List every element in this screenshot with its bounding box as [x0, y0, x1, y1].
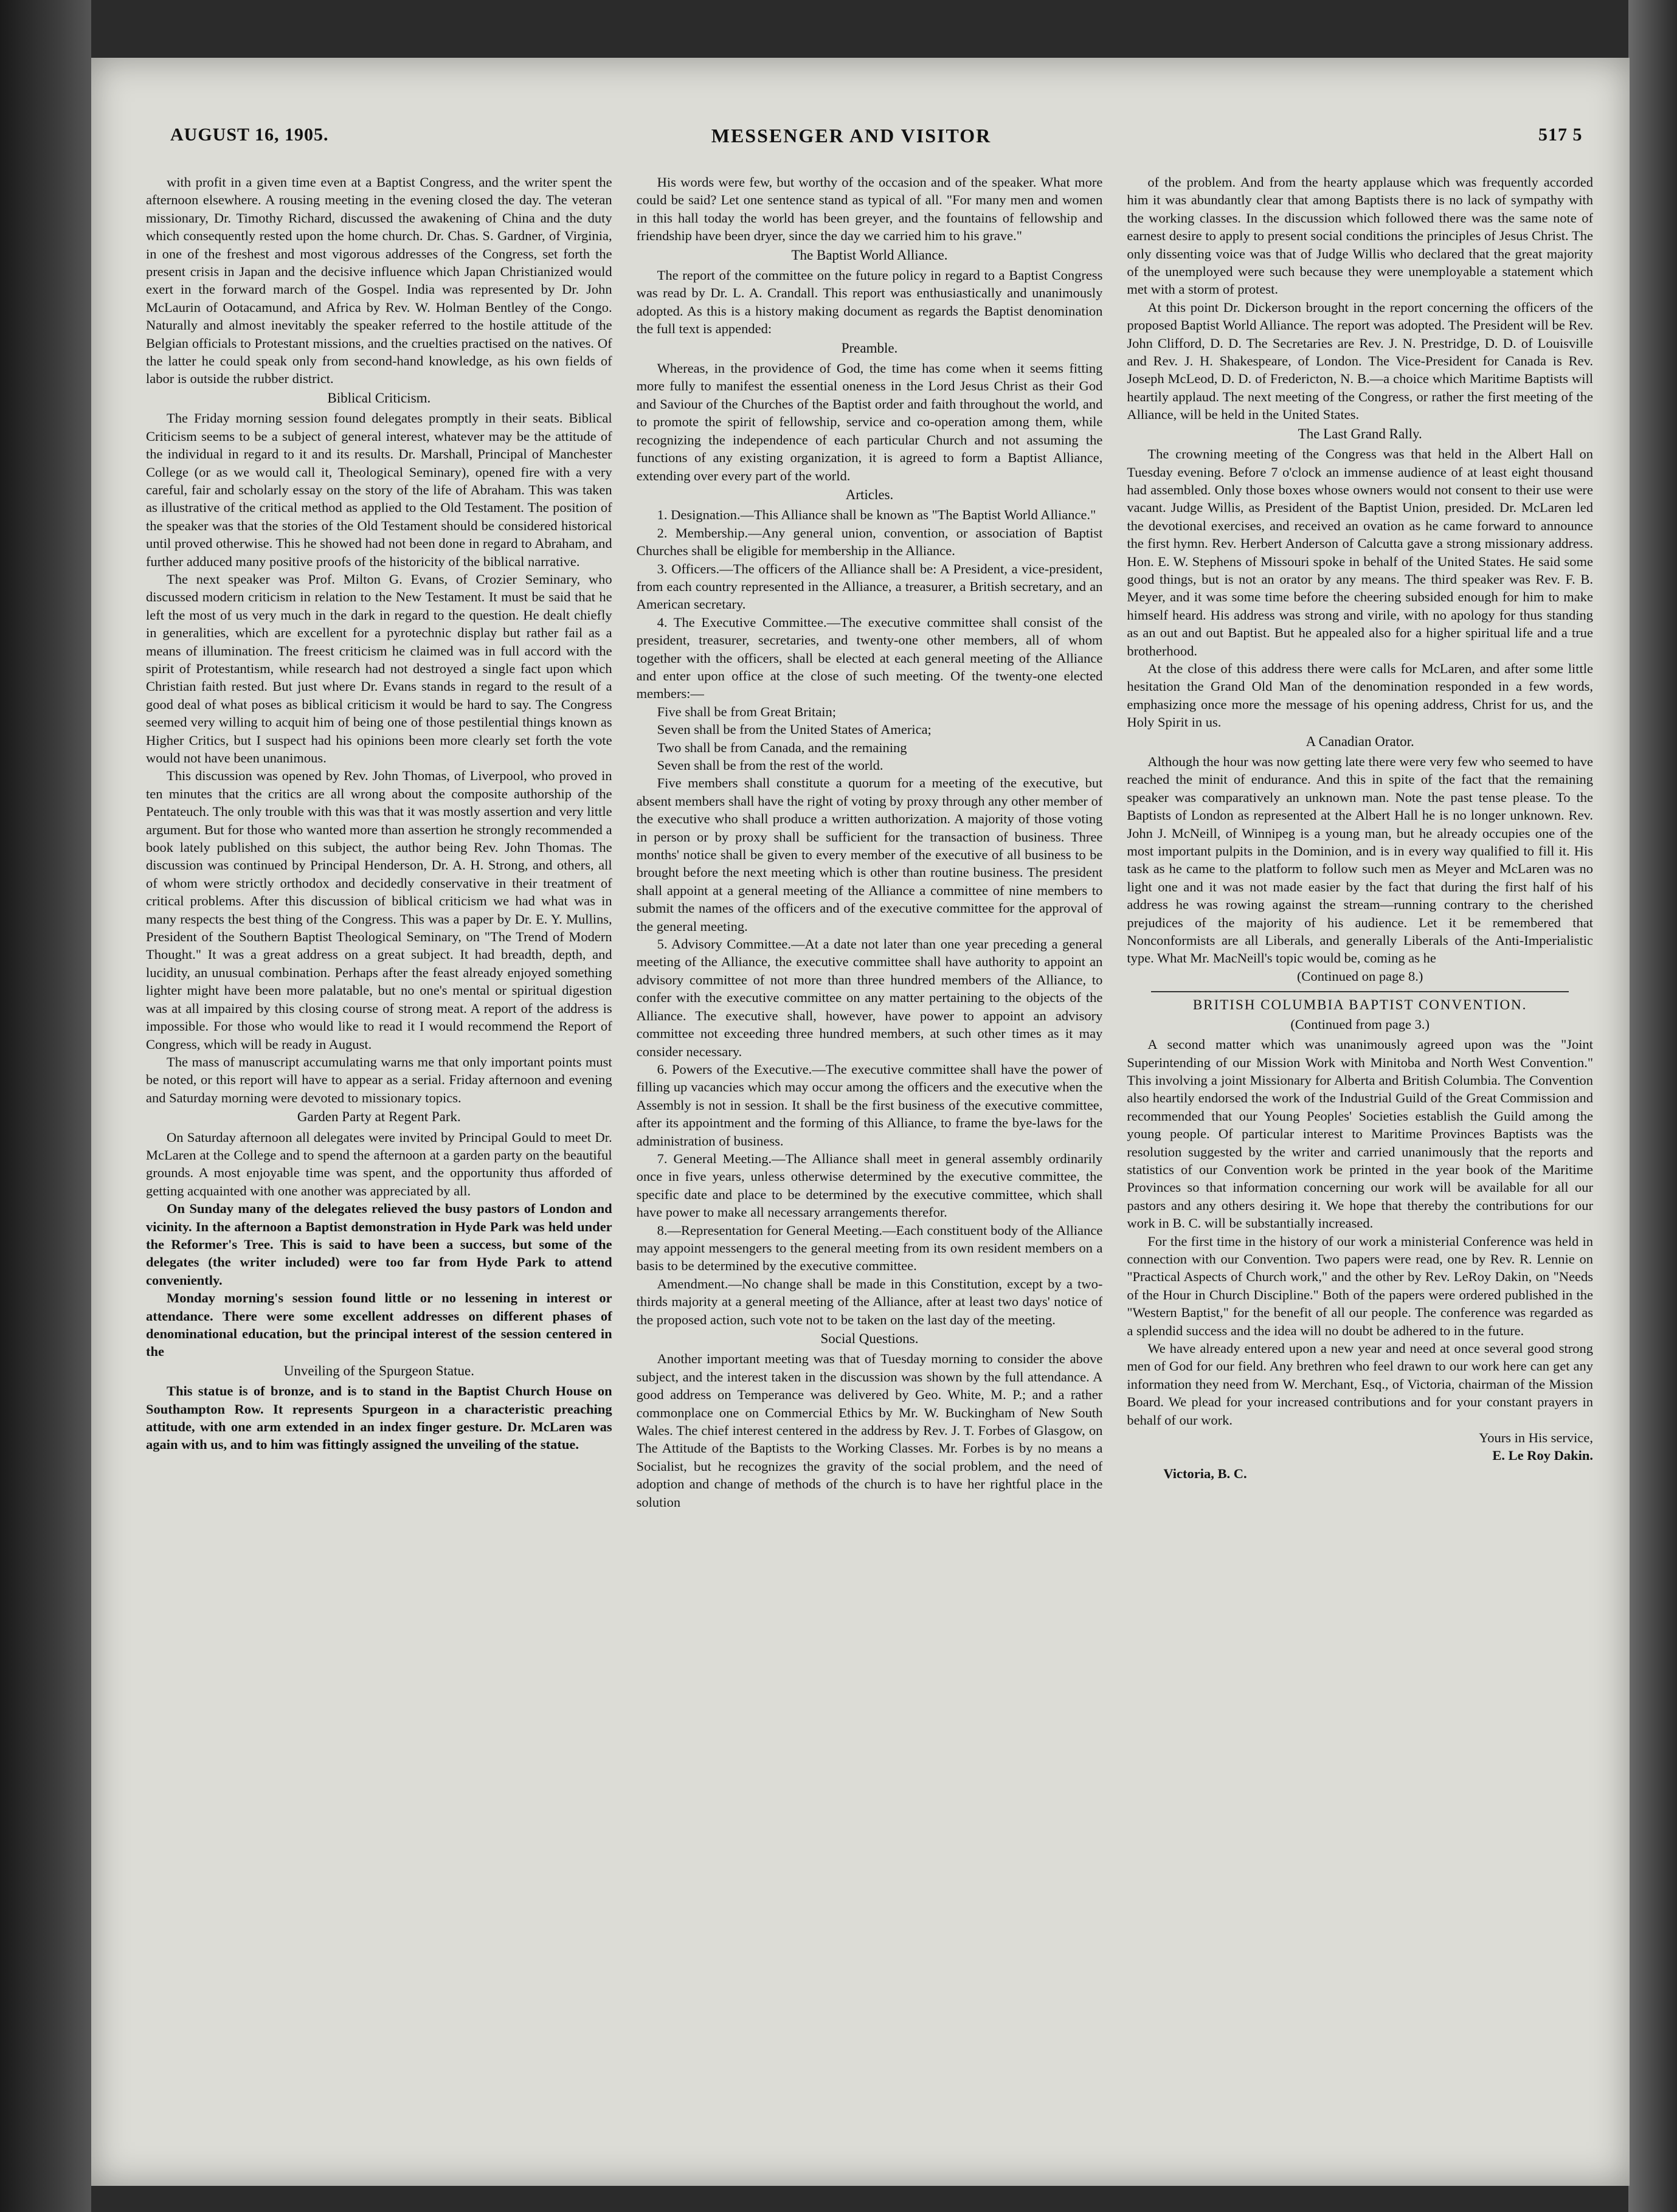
- section-heading: Garden Party at Regent Park.: [297, 1109, 461, 1125]
- article-title: BRITISH COLUMBIA BAPTIST CONVENTION.: [1192, 997, 1527, 1013]
- paragraph: Monday morning's session found little or no lessening in interest or attendance. There were some excellent addresses on different phases of denominational education, but the principal interest of the session centered in the: [146, 1290, 612, 1360]
- article-item: 4. The Executive Committee.—The executive committee shall consist of the president, treasurer, secretaries, and twenty-one other members, all of whom together with the officers, shall be elected at each general meeting of the Alliance and enter upon office at the close of such meeting. Of the twenty-one elected members:—: [636, 614, 1103, 702]
- paragraph: The crowning meeting of the Congress was that held in the Albert Hall on Tuesday evening. Before 7 o'clock an immense audience of at least eight thousand had assembled. Only those boxes whose owners would not consent to their use were vacant. Judge Willis, as President of the Baptist Union, presided. Dr. McLaren led the devotional exercises, and received an ovation as he came forward to announce the first hymn. Rev. Herbert Anderson of Calcutta gave a strong missionary address. Hon. E. W. Stephens of Missouri spoke in behalf of the United States. He said some good things, but is not an orator by any means. The third speaker was Rev. F. B. Meyer, and it was some time before the cheering subsided enough for him to make himself heard. His address was strong and virile, with no apology for thus standing as an out and out Baptist. But he appealed also for a higher spiritual life and a true brotherhood.: [1127, 446, 1594, 658]
- paragraph: At the close of this address there were calls for McLaren, and after some little hesitation the Grand Old Man of the denomination responded in a few words, emphasizing once more the message of his opening address, Christ for us, and the Holy Spirit in us.: [1127, 660, 1594, 730]
- section-heading: Unveiling of the Spurgeon Statue.: [283, 1363, 474, 1378]
- newspaper-page: [91, 58, 1630, 2186]
- paragraph: On Saturday afternoon all delegates were invited by Principal Gould to meet Dr. McLaren at the College and to spend the afternoon at a garden party on the beautiful grounds. A most enjoyable time was spent, and the opportunity thus afforded of getting acquainted with one another was appreciated by all.: [146, 1129, 612, 1198]
- section-heading: Social Questions.: [820, 1331, 919, 1346]
- paragraph: For the first time in the history of our work a ministerial Conference was held in connection with our Convention. Two papers were read, one by Rev. R. Lennie on "Practical Aspects of Church work," and the other by Rev. LeRoy Dakin, on "Needs of the Hour in Church Discipline." Both of the papers were ordered published in the "Western Baptist," for the benefit of all our people. The conference was regarded as a splendid success and the idea will no doubt be adhered to in the future.: [1127, 1233, 1594, 1338]
- paragraph: The Friday morning session found delegates promptly in their seats. Biblical Criticism seems to be a subject of general interest, whatever may be the attitude of the individual in regard to it and its results. Dr. Marshall, Principal of Manchester College (or as we would call it, Theological Seminary), opened fire with a very careful, fair and scholarly essay on the story of the life of Abraham. This was taken as illustrative of the critical method as applied to the Old Testament. The position of the speaker was that the stories of the Old Testament should be considered historical until proved otherwise. This he showed had not been done in regard to Abraham, and further adduced many positive proofs of the historicity of the biblical narrative.: [146, 410, 612, 569]
- paragraph: At this point Dr. Dickerson brought in the report concerning the officers of the proposed Baptist World Alliance. The report was adopted. The President will be Rev. John Clifford, D. D. The Secretaries are Rev. J. N. Prestridge, D. D. of Louisville and Rev. J. H. Shakespeare, of London. The Vice-President for Canada is Rev. Joseph McLeod, D. D. of Fredericton, N. B.—a choice which Maritime Baptists will heartily applaud. The next meeting of the Congress, or rather the first meeting of the Alliance, will be held in the United States.: [1127, 299, 1594, 423]
- paragraph: This discussion was opened by Rev. John Thomas, of Liverpool, who proved in ten minutes that the critics are all wrong about the composite authorship of the Pentateuch. The only trouble with this was that it was mostly assertion and very little argument. But for those who wanted more than assertion he strongly recommended a book lately published on this subject, the author being Rev. John Thomas. The discussion was continued by Principal Henderson, Dr. A. H. Strong, and others, all of whom were strictly orthodox and decidedly conservative in their treatment of critical problems. After this discussion of biblical criticism we had what was in many respects the best thing of the Congress. This was a paper by Dr. E. Y. Mullins, President of the Southern Baptist Theological Seminary, on "The Trend of Modern Thought." It was a great address on a great subject. It had breadth, depth, and lucidity, an unusual combination. Perhaps after the feast already enjoyed something lighter might have been more palatable, but no one's mental or spiritual digestion was at all impaired by this closing course of strong meat. A report of the address is impossible. For those who would like to read it I would recommend the Report of Congress, which will be ready in August.: [146, 768, 612, 1052]
- article-item: 8.—Representation for General Meeting.—Each constituent body of the Alliance may appoint messengers to the general meeting from its own resident members on a basis to be determined by the executive committee.: [636, 1222, 1103, 1274]
- paragraph: The next speaker was Prof. Milton G. Evans, of Crozier Seminary, who discussed modern criticism in relation to the New Testament. It must be said that he left the most of us very much in the dark in regard to the question. He dealt chiefly in generalities, which are excellent for a pyrotechnic display but rather fail as a means of illumination. The freest criticism he claimed was in full accord with the spirit of Protestantism, while research had not destroyed a single fact upon which Christian faith rested. But just where Dr. Evans stands in regard to the result of a good deal of what poses as biblical criticism it would be hard to say. The Congress seemed very willing to acquit him of being one of those pestilential things known as Higher Critics, but I suspect had his opinions been more clearly set forth the vote would not have been unanimous.: [146, 571, 612, 766]
- column-2: [637, 173, 1103, 2168]
- article-item: 2. Membership.—Any general union, convention, or association of Baptist Churches shall be eligible for membership in the Alliance.: [636, 525, 1103, 559]
- paragraph: Another important meeting was that of Tuesday morning to consider the above subject, and the interest taken in the discussion was shown by the full attendance. A good address on Temperance was delivered by Geo. White, M. P.; and a rather commonplace one on Commercial Ethics by Mr. W. Buckingham of New South Wales. The chief interest centered in the address by Rev. J. T. Forbes of Glasgow, on The Attitude of the Baptists to the Working Classes. Mr. Forbes is by no means a Socialist, but he recognizes the gravity of the social problem, and the need of adoption and change of methods of the church is to have her rightful place in the solution: [636, 1351, 1103, 1510]
- masthead-title: MESSENGER AND VISITOR: [711, 125, 992, 147]
- paragraph: Although the hour was now getting late there were very few who seemed to have reached the minit of endurance. And this in spite of the fact that the remaining speaker was comparatively an unknown man. Note the past tense please. To the Baptists of London as represented at the Albert Hall he is no longer unknown. Rev. John J. McNeill, of Winnipeg is a young man, but he already occupies one of the most important pulpits in the Dominion, and is in every way qualified to fill it. His task as he came to the platform to follow such men as Meyer and McLaren was no light one and it was not made easier by the fact that during the first half of his address he was rowing against the stream—running contrary to the cherished prejudices of the majority of his audience. Let it be remembered that Nonconformists are all Liberals, and generally Liberals of the Anti-Imperialistic type. What Mr. MacNeill's topic would be, coming as he: [1127, 754, 1594, 966]
- paragraph: His words were few, but worthy of the occasion and of the speaker. What more could be said? Let one sentence stand as typical of all. "For many men and women in this hall today the world has been greyer, and the fountains of fellowship and friendship have been dryer, since the day we carried him to his grave.": [636, 175, 1103, 244]
- list-line: Seven shall be from the United States of America;: [657, 722, 932, 738]
- paragraph: On Sunday many of the delegates relieved the busy pastors of London and vicinity. In the afternoon a Baptist demonstration in Hyde Park was held under the Reformer's Tree. This is said to have been a success, but some of the delegates (the writer included) were too far from Hyde Park to attend conveniently.: [146, 1201, 612, 1288]
- paragraph: This statue is of bronze, and is to stand in the Baptist Church House on Southampton Row. It represents Spurgeon in a characteristic preaching attitude, with one arm extended in an index finger gesture. Dr. McLaren was again with us, and to him was fittingly assigned the unveiling of the statue.: [146, 1383, 612, 1453]
- paragraph: Five members shall constitute a quorum for a meeting of the executive, but absent members shall have the right of voting by proxy through any other member of the executive who shall produce a written authorization. A majority of those voting in person or by proxy shall be sufficient for the transaction of business. Three months' notice shall be given to every member of the executive of all business to be brought before the next meeting which is other than routine business. The president shall appoint at a general meeting of the Alliance a committee of nine members to submit the names of the officers and of the executive committee for the approval of the general meeting.: [636, 775, 1103, 934]
- section-heading: Articles.: [845, 486, 894, 502]
- page-header: [91, 125, 1630, 161]
- section-heading: The Baptist World Alliance.: [791, 247, 948, 263]
- article-item: 3. Officers.—The officers of the Alliance shall be: A President, a vice-president, from each country represented in the Alliance, a treasurer, a British secretary, and an American secretary.: [636, 561, 1103, 612]
- continued-note: (Continued on page 8.): [1296, 968, 1423, 984]
- paragraph: with profit in a given time even at a Baptist Congress, and the writer spent the afternoon elsewhere. A rousing meeting in the evening closed the day. The veteran missionary, Dr. Timothy Richard, discussed the awakening of China and the duty which consequently rested upon the home church. Dr. Chas. S. Gardner, of Virginia, in one of the freshest and most vigorous addresses of the Congress, set forth the present crisis in Japan and the decisive influence which Japan Christianized would exert in the forward march of the Gospel. India was represented by Dr. John McLaurin of Ootacamund, and Africa by Rev. W. Holman Bentley of the Congo. Naturally and almost inevitably the speaker referred to the hostile attitude of the Belgian officials to Protestant missions, and the cruelties practised on the natives. Of the latter he could speak only from second-hand knowledge, as his own fields of labor is outside the rubber district.: [146, 175, 612, 387]
- paragraph: The mass of manuscript accumulating warns me that only important points must be noted, or this report will have to appear as a serial. Friday afternoon and evening and Saturday morning were devoted to missionary topics.: [146, 1054, 612, 1105]
- paragraph: A second matter which was unanimously agreed upon was the "Joint Superintending of our Mission Work with Minitoba and North West Convention." This involving a joint Missionary for Alberta and British Columbia. The Convention also heartily endorsed the work of the Industrial Guild of the Great Commission and recommended that our Young Peoples' Societies establish the Guild among the young people. Of particular interest to Maritime Provinces Baptists was the resolution suggested by the writer and carried unanimously that the reports and statistics of our Convention work be printed in the year book of the Maritime Provinces so that information concerning our work will be available for all our pastors and any others desiring it. We hope that thereby the contributions for our work in B. C. will be substantially increased.: [1127, 1037, 1594, 1231]
- paragraph: We have already entered upon a new year and need at once several good strong men of God for our field. Any brethren who feel drawn to our work here can get any information they need from W. Merchant, Esq., of Victoria, chairman of the Mission Board. We plead for your increased contributions and for your constant prayers in behalf of our work.: [1127, 1341, 1594, 1428]
- section-heading: Biblical Criticism.: [327, 390, 431, 406]
- paragraph: Whereas, in the providence of God, the time has come when it seems fitting more fully to manifest the essential oneness in the Lord Jesus Christ as their God and Saviour of the Churches of the Baptist order and faith throughout the world, and to promote the spirit of fellowship, service and co-operation among them, while recognizing the independence of each particular Church and not assuming the functions of any existing organization, it is agreed to form a Baptist Alliance, extending over every part of the world.: [636, 361, 1103, 483]
- article-item: 7. General Meeting.—The Alliance shall meet in general assembly ordinarily once in five years, unless otherwise determined by the executive committee, the specific date and place to be determined by the executive committee, which shall have power to make all necessary arrangements therefor.: [636, 1150, 1103, 1220]
- article-item: 6. Powers of the Executive.—The executive committee shall have the power of filling up vacancies which may occur among the officers and the executive when the Assembly is not in session. It shall be the first business of the executive committee, after its appointment and the forming of this Alliance, to frame the bye-laws for the administration of business.: [636, 1061, 1103, 1149]
- paragraph: of the problem. And from the hearty applause which was frequently accorded him it was abundantly clear that among Baptists there is no lack of sympathy with the working classes. In the discussion which followed there was the same note of earnest desire to apply to present social conditions the principles of Jesus Christ. The only dissenting voice was that of Judge Willis who declared that the great majority of the unemployed were such because they were unemployable a statement which met with a storm of protest.: [1127, 175, 1594, 297]
- section-heading: Preamble.: [841, 340, 898, 356]
- article-columns: [146, 173, 1593, 2168]
- paragraph: The report of the committee on the future policy in regard to a Baptist Congress was read by Dr. L. A. Crandall. This report was enthusiastically and unanimously adopted. As this is a history making document as regards the Baptist denomination the full text is appended:: [636, 268, 1103, 337]
- scan-border-right: [1628, 0, 1677, 2212]
- column-divider: [1151, 991, 1569, 992]
- article-item: 5. Advisory Committee.—At a date not later than one year preceding a general meeting of the Alliance, the executive committee shall have authority to appoint an advisory committee of not more than three hundred members of the Alliance, to confer with the executive committee on any matter pertaining to the objects of the Alliance. The executive shall, however, have power to appoint an advisory committee not exceeding three hundred members, at such other times as it may consider necessary.: [636, 936, 1103, 1059]
- dateline-place: Victoria, B. C.: [1163, 1465, 1247, 1481]
- signature: E. Le Roy Dakin.: [1492, 1448, 1594, 1464]
- list-line: Two shall be from Canada, and the remaining: [657, 739, 907, 755]
- header-date: AUGUST 16, 1905.: [170, 125, 329, 145]
- article-item: 1. Designation.—This Alliance shall be known as "The Baptist World Alliance.": [657, 507, 1096, 523]
- list-line: Five shall be from Great Britain;: [657, 703, 836, 719]
- closing-line: Yours in His service,: [1479, 1430, 1594, 1446]
- continued-note: (Continued from page 3.): [1290, 1016, 1430, 1032]
- section-heading: The Last Grand Rally.: [1298, 426, 1422, 441]
- scan-border-left: [0, 0, 91, 2212]
- column-1: [146, 173, 612, 2168]
- page-number: 517 5: [1538, 125, 1583, 145]
- section-heading: A Canadian Orator.: [1305, 733, 1414, 749]
- column-3: [1127, 173, 1593, 2168]
- article-item: Amendment.—No change shall be made in this Constitution, except by a two-thirds majority at a general meeting of the Alliance, after at least two days' notice of the proposed action, such vote not to be taken on the last day of the meeting.: [636, 1276, 1103, 1327]
- list-line: Seven shall be from the rest of the world.: [657, 758, 883, 773]
